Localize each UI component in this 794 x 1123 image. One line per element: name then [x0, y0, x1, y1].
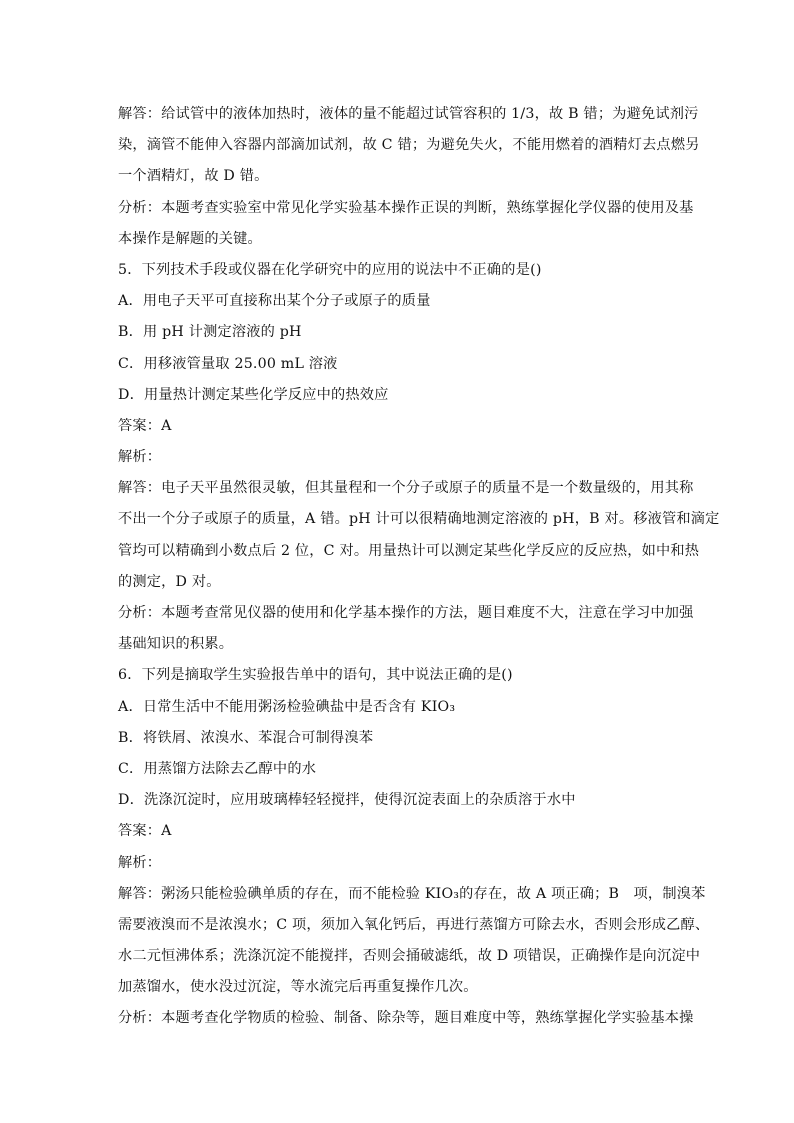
option-c: C．用移液管量取 25.00 mL 溶液 — [118, 355, 338, 372]
text-line: 分析：本题考查常见仪器的使用和化学基本操作的方法，题目难度不大，注意在学习中加强 — [118, 605, 694, 621]
text-line: 不出一个分子或原子的质量，A 错。pH 计可以很精确地测定溶液的 pH，B 对。移液管和滴定 — [118, 511, 720, 528]
document-body — [118, 99, 720, 1035]
question-6-options — [118, 692, 683, 817]
option-d: D．洗涤沉淀时，应用玻璃棒轻轻搅拌，使得沉淀表面上的杂质溶于水中 — [118, 792, 576, 809]
question-5-answer — [118, 411, 683, 473]
option-b: B．用 pH 计测定溶液的 pH — [118, 324, 302, 341]
analysis-paragraph — [118, 193, 694, 255]
text-line: 解答：电子天平虽然很灵敏，但其量程和一个分子或原子的质量不是一个数量级的，用其称 — [118, 480, 694, 497]
text-line: 加蒸馏水，使水没过沉淀，等水流完后再重复操作几次。 — [118, 979, 478, 996]
text-line: 水二元恒沸体系；洗涤沉淀不能搅拌，否则会捅破滤纸，故 D 项错误，正确操作是向沉淀中 — [118, 948, 701, 965]
text-line: 管均可以精确到小数点后 2 位，C 对。用量热计可以测定某些化学反应的反应热，如中和热 — [118, 542, 700, 559]
option-d: D．用量热计测定某些化学反应中的热效应 — [118, 386, 389, 403]
answer-line: 答案：A — [118, 417, 172, 434]
question-5-explanation — [118, 473, 720, 598]
question-6-analysis — [118, 1003, 694, 1034]
option-a: A．日常生活中不能用粥汤检验碘盐中是否含有 KIO₃ — [118, 698, 456, 715]
text-line: 一个酒精灯，故 D 错。 — [118, 168, 269, 185]
explanation-heading: 解析： — [118, 449, 162, 466]
text-line: 解答：给试管中的液体加热时，液体的量不能超过试管容积的 1/3，故 B 错；为避免试剂污 — [118, 106, 699, 122]
answer-explanation-paragraph — [118, 99, 700, 193]
text-line: 染，滴管不能伸入容器内部滴加试剂，故 C 错；为避免失火，不能用燃着的酒精灯去点燃另 — [118, 137, 700, 154]
option-b: B．将铁屑、浓溴水、苯混合可制得溴苯 — [118, 729, 374, 746]
question-5-analysis — [118, 598, 694, 660]
text-line: 分析：本题考查化学物质的检验、制备、除杂等，题目难度中等，熟练掌握化学实验基本操 — [118, 1010, 694, 1027]
question-6-answer — [118, 816, 683, 878]
question-6 — [118, 660, 683, 691]
text-line: 分析：本题考查实验室中常见化学实验基本操作正误的判断，熟练掌握化学仪器的使用及基 — [118, 199, 694, 216]
question-stem: 5．下列技术手段或仪器在化学研究中的应用的说法中不正确的是() — [118, 261, 542, 278]
text-line: 需要液溴而不是浓溴水；C 项，须加入氧化钙后，再进行蒸馏方可除去水，否则会形成乙醇、 — [118, 916, 710, 933]
option-c: C．用蒸馏方法除去乙醇中的水 — [118, 760, 317, 777]
explanation-heading: 解析： — [118, 854, 162, 871]
text-line: 解答：粥汤只能检验碘单质的存在，而不能检验 KIO₃的存在，故 A 项正确；B 项，制溴苯 — [118, 885, 706, 902]
question-stem: 6．下列是摘取学生实验报告单中的语句，其中说法正确的是() — [118, 667, 513, 684]
text-line: 的测定，D 对。 — [118, 573, 221, 590]
text-line: 基础知识的积累。 — [118, 636, 234, 653]
question-5 — [118, 255, 683, 286]
text-line: 本操作是解题的关键。 — [118, 230, 262, 247]
option-a: A．用电子天平可直接称出某个分子或原子的质量 — [118, 293, 431, 310]
question-5-options — [118, 286, 683, 411]
answer-line: 答案：A — [118, 823, 172, 840]
question-6-explanation — [118, 879, 710, 1004]
